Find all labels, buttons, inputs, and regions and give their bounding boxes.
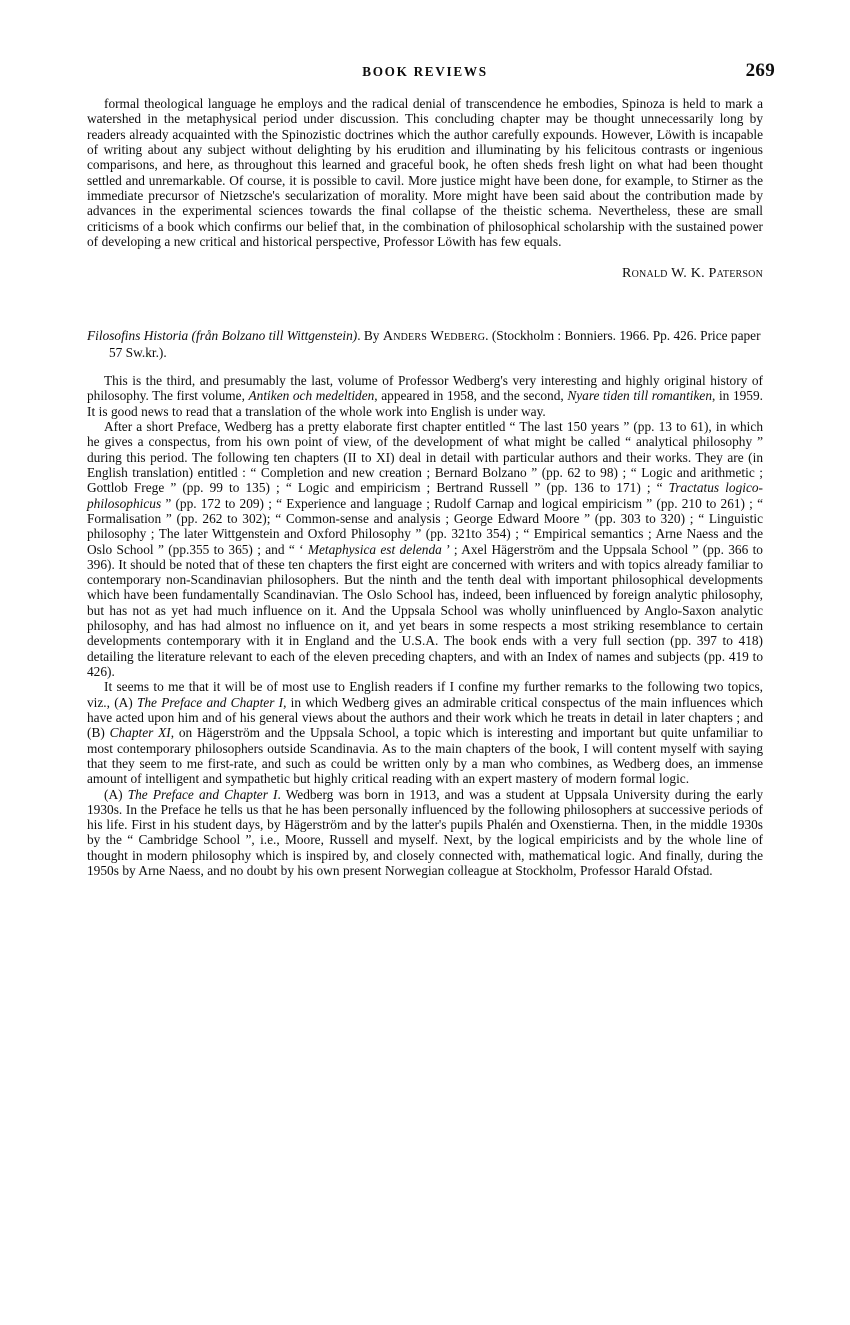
reviewer-name: Ronald W. K. Paterson — [622, 265, 763, 282]
text-run: (A) — [104, 786, 128, 802]
page-number: 269 — [745, 60, 775, 81]
text-column — [87, 96, 763, 878]
italic-title: Metaphysica est delenda — [307, 541, 442, 557]
citation-title-terminator: . — [357, 328, 364, 344]
citation-author: Anders Wedberg — [382, 328, 486, 345]
book-citation — [87, 281, 763, 360]
text-run: ’ ; Axel Hägerström and the Uppsala School ” (pp. 366 to 396). It should be noted that of these ten chapters the first eight are concerned with writers and with topics already familiar to contemporary non-Scandinavian philosophers. But the ninth and the tenth deal with important philosophical developments which have been fundamentally Scandinavian. The Oslo School has, indeed, been influenced by foreign analytic philosophy, but has not as yet had much influence on it. And the Uppsala School was wholly uninfluenced by Anglo-Saxon analytic philosophy, and has had almost no influence on it, and yet bears in some respects a most striking resemblance to certain developments contemporary with it in England and the U.S.A. The book ends with a very full section (pp. 397 to 418) detailing the literature relevant to each of the eleven preceding chapters, and with an Index of names and subjects (pp. 419 to 426). — [87, 541, 763, 679]
citation-author-terminator: . — [485, 328, 492, 344]
text-run: . Wedberg was born in 1913, and was a student at Uppsala University during the early 1930s. In the Preface he tells us that he has been personally influenced by the following philosophers at successive periods of his life. First in his student days, by Hägerström and by the latter's pupils Phalén and Oxenstierna. Then, in the middle 1930s by the “ Cambridge School ”, i.e., Moore, Russell and myself. Next, by the logical empiricists and by the whole line of thought in modern philosophy which is inspired by, and closely connected with, mathematical logic. And finally, during the 1950s by Arne Naess, and no doubt by his own present Norwegian colleague at Stockholm, Professor Harald Ofstad. — [87, 786, 764, 879]
running-head — [87, 60, 775, 86]
review-paragraph-p3 — [87, 679, 763, 786]
running-head-title: BOOK REVIEWS — [362, 64, 488, 79]
text-run: This is the third, and presumably the last, volume of Professor Wedberg's very interesting and highly original history of philosophy. The first volume, — [87, 373, 763, 404]
citation-spacer — [87, 360, 763, 373]
citation-imprint: (Stockholm : Bonniers. 1966. Pp. 426. Price paper 57 Sw.kr.). — [109, 328, 761, 360]
text-run: , in which Wedberg gives an admirable critical conspectus of the main influences which have acted upon him and of his general views about the authors and their work which he treats in detail in later chapters ; and (B) — [87, 694, 764, 741]
review-paragraph-p2 — [87, 419, 763, 679]
text-run: After a short Preface, Wedberg has a pretty elaborate first chapter entitled “ The last 150 years ” (pp. 13 to 61), in which he gives a conspectus, from his own point of view, of the development of what might be called “ analytical philosophy ” during this period. The following ten chapters (II to XI) deal in detail with particular authors and their works. They are (in English translation) entitled : “ Completion and new creation ; Bernard Bolzano ” (pp. 62 to 98) ; “ Logic and arithmetic ; Gottlob Frege ” (pp. 99 to 135) ; “ Logic and empiricism ; Bertrand Russell ” (pp. 136 to 171) ; “ — [87, 419, 763, 496]
italic-title: The Preface and Chapter I — [127, 786, 278, 802]
italic-title: Nyare tiden till romantiken — [567, 388, 713, 404]
review-2-body — [87, 373, 763, 878]
text-run: , appeared in 1958, and the second, — [374, 388, 568, 404]
text-run: ” (pp. 172 to 209) ; “ Experience and language ; Rudolf Carnap and logical empiricism ” (pp. 210 to 261) ; “ Formalisation ” (pp. 262 to 302); “ Common-sense and analysis ; George Edward Moore ” (pp. 303 to 320) ; “ Linguistic philosophy ; The later Wittgenstein and Oxford Philosophy ” (pp. 321to 354) ; “ Empirical semantics ; Arne Naess and the Oslo School ” (pp.355 to 365) ; and “ ‘ — [87, 495, 763, 557]
citation-by-label: By — [363, 328, 380, 344]
italic-title: Antiken och medeltiden — [248, 388, 375, 404]
review-body-paragraph: formal theological language he employs and the radical denial of transcendence he embodies, Spinoza is held to mark a watershed in the metaphysical period under discussion. This concluding chapter may be thought unnecessarily long by readers already acquainted with the Spinozistic doctrines which the author carefully expounds. However, Löwith is incapable of writing about any subject without delighting by his erudition and illuminating by his felicitous contrasts or ingenious comparisons, and here, as throughout this learned and graceful book, he often sheds fresh light on what had been thought settled and unremarkable. Of course, it is possible to cavil. More justice might have been done, for example, to Stirner as the immediate precursor of Nietzsche's secularization of morality. More might have been said about the contribution made by advances in the experimental sciences towards the final collapse of the theistic schema. Nevertheless, these are small criticisms of a book which confirms our belief that, in the combination of philosophical scholarship with the sustained power of developing a new critical and historical perspective, Professor Löwith has few equals. — [87, 96, 763, 249]
text-run: , in 1959. It is good news to read that a translation of the whole work into English is under way. — [87, 388, 763, 419]
review-paragraph-p4 — [87, 787, 763, 879]
text-run: , on Hägerström and the Uppsala School, a topic which is interesting and important but quite unfamiliar to most contemporary philosophers outside Scandinavia. As to the main chapters of the book, I will content myself with saying that they seem to me first-rate, and such as could be written only by a man who combines, as Wedberg does, an immense amount of intelligent and sympathetic but highly critical reading with an expert mastery of modern formal logic. — [87, 725, 763, 787]
italic-title: The Preface and Chapter I — [136, 694, 284, 710]
italic-title: Tractatus logico-philosophicus — [87, 480, 763, 511]
citation-title: Filosofins Historia (från Bolzano till Wittgenstein) — [87, 328, 358, 344]
text-run: It seems to me that it will be of most use to English readers if I confine my further remarks to the following two topics, viz., (A) — [87, 679, 763, 710]
reviewer-signature — [87, 249, 763, 281]
italic-title: Chapter XI — [109, 725, 171, 741]
review-paragraph-p1 — [87, 373, 763, 419]
